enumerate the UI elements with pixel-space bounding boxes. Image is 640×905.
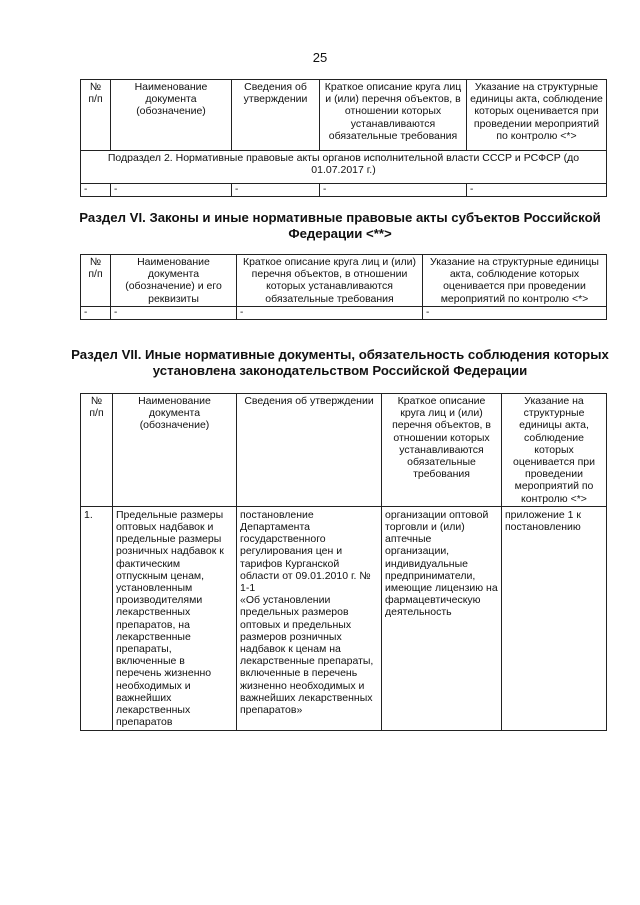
page-number: 25 — [312, 50, 328, 65]
col-header-approval: Сведения об утверждении — [232, 80, 320, 151]
col-header-scope: Краткое описание круга лиц и (или) перечня объектов, в отношении которых устанавливаются обязательные требования — [237, 255, 423, 307]
table-cell: - — [111, 184, 232, 197]
col-header-document-name: Наименование документа (обозначение) — [111, 80, 232, 151]
col-header-structural-units: Указание на структурные единицы акта, соблюдение которых оценивается при проведении мероприятий по контролю <*> — [423, 255, 607, 307]
table-cell: - — [232, 184, 320, 197]
col-header-structural-units: Указание на структурные единицы акта, соблюдение которых оценивается при проведении мероприятий по контролю <*> — [467, 80, 607, 151]
section7-title: Раздел VII. Иные нормативные документы, обязательность соблюдения которых установлена законодательством Российской Федерации — [71, 347, 609, 378]
table-cell: - — [81, 184, 111, 197]
table-cell: - — [320, 184, 467, 197]
col-header-document-name: Наименование документа (обозначение) и его реквизиты — [111, 255, 237, 307]
row-number: 1. — [81, 506, 113, 730]
table-cell: - — [423, 306, 607, 319]
col-header-document-name: Наименование документа (обозначение) — [113, 394, 237, 507]
table-cell: - — [467, 184, 607, 197]
section6-title: Раздел VI. Законы и иные нормативные правовые акты субъектов Российской Федерации <**> — [79, 210, 601, 241]
table-cell: - — [81, 306, 111, 319]
approval-cell: постановление Департамента государственного регулирования цен и тарифов Курганской области от 09.01.2010 г. № 1-1 «Об установлении предельных размеров оптовых и предельных размеров розничных надбавок к ценам на лекарственные препараты, включенные в перечень жизненно необходимых и важнейших лекарственных препаратов» — [237, 506, 382, 730]
col-header-scope: Краткое описание круга лиц и (или) перечня объектов, в отношении которых устанавливаются обязательные требования — [382, 394, 502, 507]
scope-cell: организации оптовой торговли и (или) аптечные организации, индивидуальные предприниматели, имеющие лицензию на фармацевтическую деятельность — [382, 506, 502, 730]
document-name-cell: Предельные размеры оптовых надбавок и предельные размеры розничных надбавок к фактическим отпускным ценам, установленным производителями лекарственных препаратов, на лекарственные препараты, включенные в перечень жизненно необходимых и важнейших лекарственных препаратов — [113, 506, 237, 730]
col-header-number: № п/п — [81, 80, 111, 151]
table-section5-subsection2 — [80, 79, 607, 197]
table-section6 — [80, 254, 607, 320]
table-cell: - — [237, 306, 423, 319]
col-header-approval: Сведения об утверждении — [237, 394, 382, 507]
col-header-number: № п/п — [81, 255, 111, 307]
table-section7 — [80, 393, 607, 731]
structural-units-cell: приложение 1 к постановлению — [502, 506, 607, 730]
col-header-number: № п/п — [81, 394, 113, 507]
col-header-structural-units: Указание на структурные единицы акта, соблюдение которых оценивается при проведении мероприятий по контролю <*> — [502, 394, 607, 507]
subsection-title: Подраздел 2. Нормативные правовые акты органов исполнительной власти СССР и РСФСР (до 01.07.2017 г.) — [81, 151, 607, 184]
col-header-scope: Краткое описание круга лиц и (или) перечня объектов, в отношении которых устанавливаются обязательные требования — [320, 80, 467, 151]
table-cell: - — [111, 306, 237, 319]
